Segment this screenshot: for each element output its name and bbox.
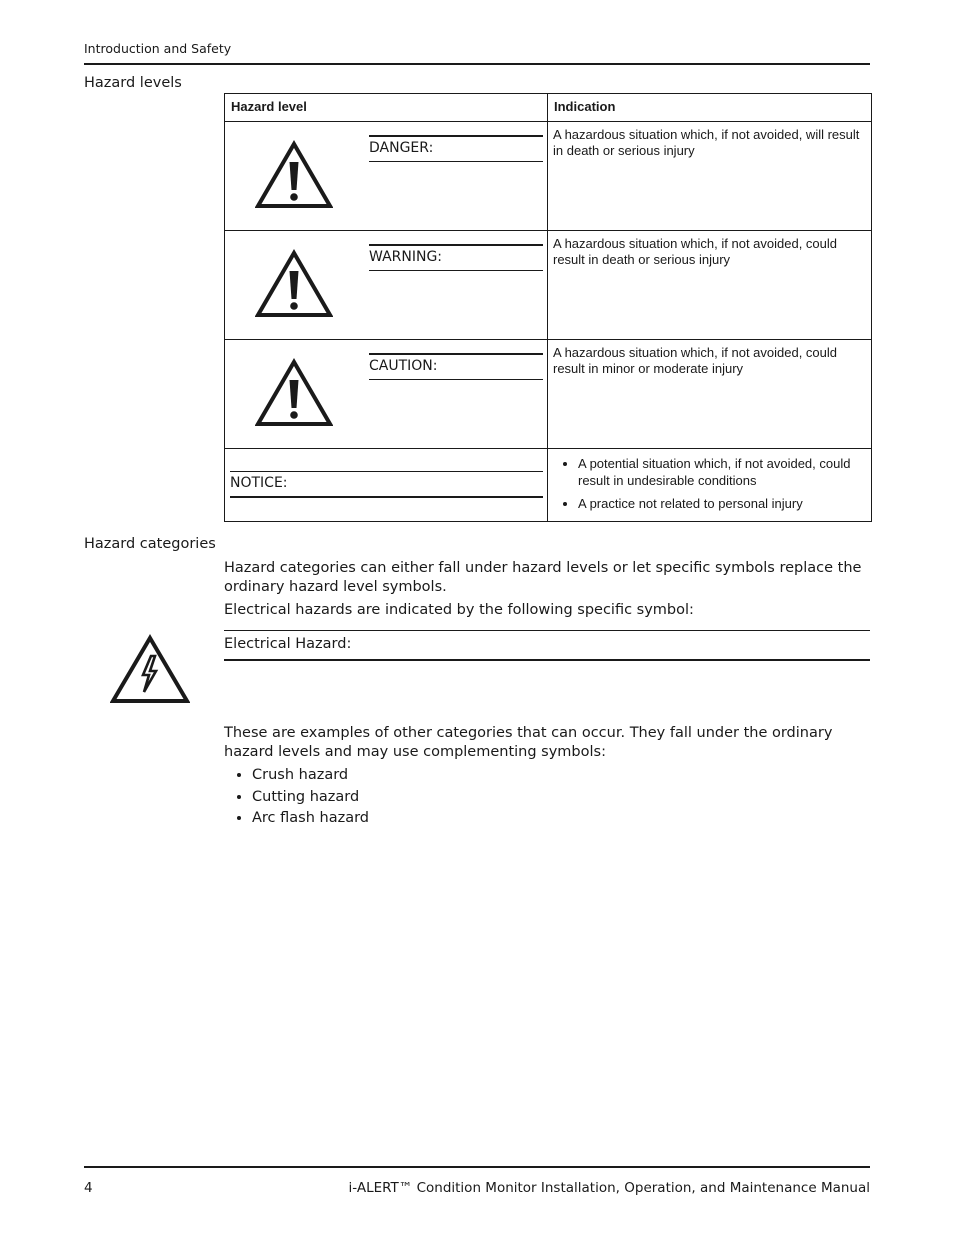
caution-label: CAUTION: (369, 353, 543, 380)
indication-cell (548, 231, 872, 340)
list-item: • A practice not related to personal injury (578, 495, 865, 512)
table-row-warning (225, 231, 872, 340)
hazard-level-cell (225, 122, 548, 231)
paragraph: Hazard categories can either fall under hazard levels or let specific symbols replace the ordinary hazard level symbols. (224, 560, 862, 595)
electrical-hazard-label: Electrical Hazard: (224, 630, 870, 661)
hazard-examples-list (224, 765, 369, 830)
list-item: • A potential situation which, if not avoided, could result in undesirable conditions (578, 455, 865, 489)
hazard-level-cell (225, 231, 548, 340)
hazard-levels-heading: Hazard levels (84, 75, 182, 91)
hazard-level-cell (225, 449, 548, 522)
header-rule (84, 63, 870, 65)
danger-label: DANGER: (369, 135, 543, 162)
electrical-hazard-icon (110, 634, 190, 705)
danger-indication: A hazardous situation which, if not avoided, will result in death or serious injury (553, 127, 860, 158)
hazard-level-cell (225, 340, 548, 449)
indication-cell (548, 449, 872, 522)
warning-label: WARNING: (369, 244, 543, 271)
indication-cell (548, 340, 872, 449)
table-row-caution (225, 340, 872, 449)
footer-rule (84, 1166, 870, 1168)
warning-triangle-icon (255, 249, 333, 319)
warning-triangle-icon (255, 358, 333, 428)
table-row-danger (225, 122, 872, 231)
caution-indication: A hazardous situation which, if not avoided, could result in minor or moderate injury (553, 345, 838, 376)
table-row-notice (225, 449, 872, 522)
list-item: • Crush hazard (252, 765, 369, 787)
warning-triangle-icon (255, 140, 333, 210)
paragraph: Electrical hazards are indicated by the following specific symbol: (224, 602, 694, 618)
table-header-row (225, 94, 872, 122)
running-header: Introduction and Safety (84, 41, 232, 56)
notice-label: NOTICE: (230, 471, 543, 498)
list-item: • Cutting hazard (252, 787, 369, 809)
paragraph: These are examples of other categories that can occur. They fall under the ordinary hazard levels and may use complementing symbols: (224, 725, 833, 760)
column-header-indication: Indication (548, 94, 872, 122)
page-number: 4 (84, 1180, 93, 1196)
hazard-categories-heading: Hazard categories (84, 536, 216, 552)
warning-indication: A hazardous situation which, if not avoided, could result in death or serious injury (553, 236, 838, 267)
column-header-hazard-level: Hazard level (225, 94, 548, 122)
list-item: • Arc flash hazard (252, 808, 369, 830)
footer-title: i-ALERT™ Condition Monitor Installation, Operation, and Maintenance Manual (348, 1180, 870, 1196)
notice-indication-list (548, 449, 871, 512)
hazard-levels-table (224, 93, 872, 522)
indication-cell (548, 122, 872, 231)
